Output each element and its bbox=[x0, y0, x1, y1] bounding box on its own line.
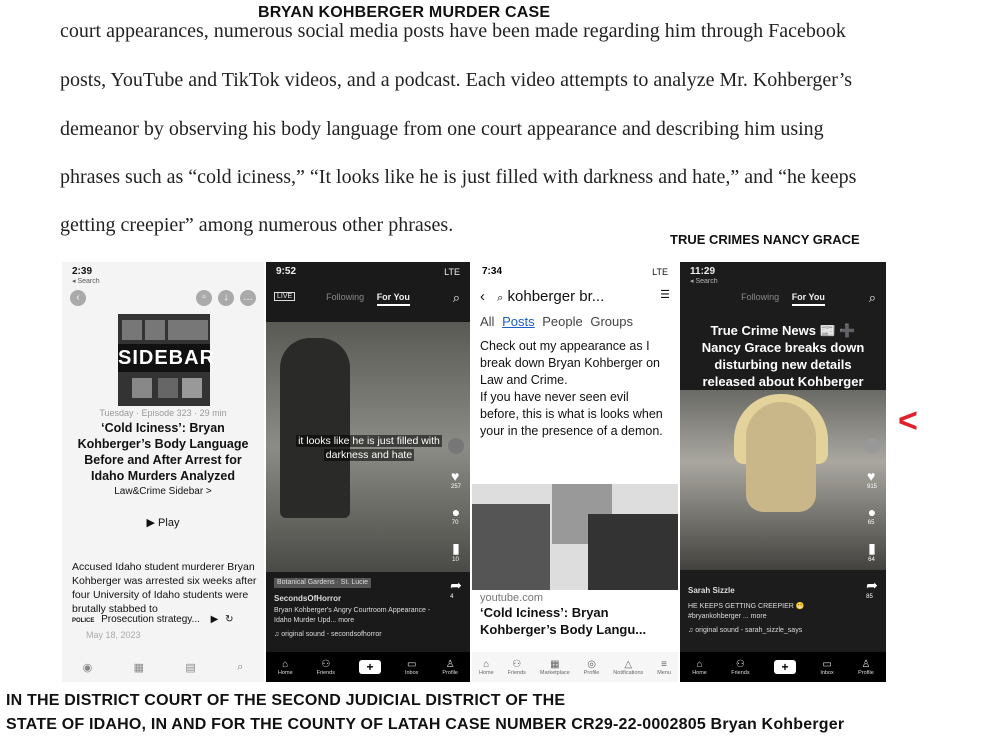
play-icon[interactable]: ▶ bbox=[210, 614, 219, 625]
marketplace-icon: ▦ bbox=[550, 658, 560, 670]
show-link[interactable]: Law&Crime Sidebar > bbox=[114, 486, 212, 497]
search-input[interactable]: kohberger br... bbox=[507, 288, 605, 305]
search-icon: ⌕ bbox=[497, 292, 504, 304]
library-nav-icon[interactable]: ▤ bbox=[185, 661, 196, 674]
nav-label: Inbox bbox=[404, 669, 419, 676]
search-nav-icon[interactable]: ⌕ bbox=[237, 660, 244, 673]
nav-label: Inbox bbox=[820, 669, 834, 676]
nav-home[interactable] bbox=[278, 659, 293, 676]
search-icon[interactable]: ⌕ bbox=[868, 290, 876, 305]
share-count: 4 bbox=[450, 594, 454, 600]
episode-date: May 18, 2023 bbox=[86, 630, 141, 640]
post-paragraph: Check out my appearance as I break down Bryan Kohberger on Law and Crime. bbox=[480, 339, 660, 387]
live-button[interactable]: LIVE bbox=[274, 292, 295, 301]
bookmark-icon[interactable]: ▮ 10 bbox=[452, 540, 460, 563]
video-author[interactable]: Sarah Sizzle bbox=[688, 586, 735, 595]
profile-icon: ♙ bbox=[861, 658, 871, 670]
video-subject bbox=[280, 338, 350, 518]
menu-icon: ≡ bbox=[661, 658, 667, 670]
nav-label: Home bbox=[692, 669, 707, 676]
action-rail bbox=[448, 438, 464, 600]
episode-meta: Tuesday · Episode 323 · 29 min bbox=[99, 408, 227, 418]
status-time: 11:29 bbox=[690, 266, 716, 277]
save-count: 64 bbox=[868, 557, 875, 563]
avatar[interactable] bbox=[864, 438, 880, 454]
home-icon: ⌂ bbox=[282, 658, 289, 670]
network-status: LTE bbox=[444, 267, 460, 277]
comment-count: 65 bbox=[867, 520, 875, 526]
nav-label: Menu bbox=[657, 669, 671, 676]
status-time: 9:52 bbox=[276, 266, 297, 277]
nav-inbox[interactable] bbox=[405, 659, 418, 676]
nav-label: Profile bbox=[583, 669, 600, 676]
nav-label: Profile bbox=[442, 669, 458, 676]
share-icon[interactable]: ➦ 85 bbox=[866, 577, 878, 600]
court-caption-line-2: STATE OF IDAHO, IN AND FOR THE COUNTY OF LATAH CASE NUMBER CR29-22-0002805 Bryan Kohberger bbox=[6, 716, 845, 733]
listen-now-icon[interactable]: ◉ bbox=[82, 661, 93, 674]
create-button[interactable]: + bbox=[359, 660, 381, 674]
status-time: 7:34 bbox=[482, 266, 503, 277]
tiktok-screenshot-2 bbox=[680, 262, 886, 682]
nav-label: Home bbox=[478, 669, 494, 676]
podcast-header bbox=[62, 288, 264, 310]
tab-groups[interactable]: Groups bbox=[590, 314, 633, 329]
bell-icon: △ bbox=[624, 658, 633, 670]
video-description: Bryan Kohberger's Angry Courtroom Appearance - Idaho Murder Upd... more bbox=[274, 607, 431, 624]
tab-following[interactable]: Following bbox=[326, 292, 365, 302]
share-count: 85 bbox=[866, 594, 873, 600]
document-line: court appearances, numerous social media posts have been made regarding him through Facebook bbox=[60, 20, 846, 42]
document-line: demeanor by observing his body language from one court appearance and describing him using bbox=[60, 118, 824, 140]
document-line: getting creepier” among numerous other phrases. bbox=[60, 214, 454, 236]
back-to-search[interactable]: ◂ Search bbox=[690, 278, 718, 285]
feed-tabs bbox=[266, 292, 470, 302]
status-time: 2:39 bbox=[72, 266, 93, 277]
download-icon[interactable]: ↓ bbox=[218, 290, 234, 306]
video-description: HE KEEPS GETTING CREEPIER 😬 #bryankohberger ... more bbox=[688, 603, 805, 620]
episode-title: ‘Cold Iciness’: Bryan Kohberger’s Body Language Before and After Arrest for Idaho Murders Analyzed bbox=[77, 421, 249, 483]
home-icon: ⌂ bbox=[696, 658, 703, 670]
comment-count: 70 bbox=[451, 520, 459, 526]
post-image[interactable] bbox=[472, 484, 678, 590]
nav-friends[interactable] bbox=[731, 659, 749, 676]
podcast-screenshot bbox=[62, 262, 264, 682]
facebook-nav bbox=[472, 652, 678, 682]
tab-people[interactable]: People bbox=[542, 314, 583, 329]
filter-icon[interactable]: ☰ bbox=[660, 289, 670, 301]
back-to-search[interactable]: ◂ Search bbox=[72, 278, 100, 285]
nancy-grace-label: TRUE CRIMES NANCY GRACE bbox=[670, 232, 860, 247]
tab-for-you[interactable]: For You bbox=[792, 292, 825, 306]
nav-profile[interactable] bbox=[442, 659, 458, 676]
more-icon[interactable]: … bbox=[240, 290, 256, 306]
feed-tabs bbox=[680, 292, 886, 302]
nav-label: Profile bbox=[858, 669, 874, 676]
heart-icon[interactable]: ♥ 915 bbox=[866, 468, 877, 490]
heart-icon[interactable]: ♥ 257 bbox=[450, 468, 461, 490]
search-tabs bbox=[480, 314, 678, 329]
podcast-artwork bbox=[118, 314, 216, 406]
sound-label[interactable]: ♫ original sound - sarah_sizzle_says bbox=[688, 627, 803, 634]
red-arrow-marker: < bbox=[898, 402, 918, 440]
tab-all[interactable]: All bbox=[480, 314, 495, 329]
network-status: LTE bbox=[652, 267, 668, 277]
document-line: phrases such as “cold iciness,” “It looks like he is just filled with darkness and hate,” and “he keeps bbox=[60, 166, 857, 188]
caption-line-1: it looks like he is just filled with bbox=[298, 435, 440, 447]
tab-following[interactable]: Following bbox=[741, 292, 780, 302]
nav-profile[interactable] bbox=[858, 659, 874, 676]
like-count: 915 bbox=[866, 484, 877, 490]
save-count: 10 bbox=[452, 557, 459, 563]
link-source: youtube.com bbox=[480, 592, 543, 604]
inbox-icon: ▭ bbox=[406, 658, 417, 670]
mini-player[interactable] bbox=[72, 614, 258, 625]
nav-notifications[interactable] bbox=[613, 659, 643, 676]
comment-icon[interactable]: ● 65 bbox=[867, 504, 877, 526]
friends-icon: ⚇ bbox=[512, 658, 522, 670]
nav-home[interactable] bbox=[692, 659, 707, 676]
sound-label[interactable]: ♫ original sound - secondsofhorror bbox=[274, 631, 382, 638]
profile-icon: ♙ bbox=[445, 658, 455, 670]
video-author[interactable]: SecondsOfHorror bbox=[274, 594, 342, 603]
nav-friends[interactable] bbox=[508, 659, 526, 676]
mini-player-title: Prosecution strategy... bbox=[101, 614, 200, 625]
page-title: BRYAN KOHBERGER MURDER CASE bbox=[258, 4, 551, 21]
back-icon[interactable]: ‹ bbox=[70, 290, 86, 306]
caption-line-2: darkness and hate bbox=[325, 449, 413, 461]
court-caption-line-1: IN THE DISTRICT COURT OF THE SECOND JUDICIAL DISTRICT OF THE bbox=[6, 692, 566, 709]
post-paragraph: If you have never seen evil before, this is what is looks when your in the presence of a demon. bbox=[480, 390, 663, 438]
library-icon[interactable]: ▫ bbox=[196, 290, 212, 306]
podcast-art-title: SIDEBAR bbox=[118, 344, 210, 372]
nav-menu[interactable] bbox=[657, 659, 671, 676]
nav-label: Friends bbox=[316, 669, 335, 676]
skip-icon[interactable]: ↻ bbox=[225, 614, 234, 625]
friends-icon: ⚇ bbox=[321, 658, 331, 670]
post-text bbox=[480, 338, 666, 440]
nav-label: Notifications bbox=[613, 669, 644, 676]
home-icon: ⌂ bbox=[483, 658, 490, 670]
nav-friends[interactable] bbox=[317, 659, 335, 676]
nav-label: Friends bbox=[731, 669, 750, 676]
friends-icon: ⚇ bbox=[735, 658, 745, 670]
tiktok-nav bbox=[266, 652, 470, 682]
link-title[interactable]: ‘Cold Iciness’: Bryan Kohberger’s Body Langu... bbox=[480, 605, 647, 637]
profile-icon: ◎ bbox=[587, 658, 596, 670]
search-icon[interactable]: ⌕ bbox=[452, 290, 460, 305]
action-rail bbox=[864, 438, 880, 600]
play-button[interactable]: ▶ Play bbox=[146, 517, 180, 529]
video-caption bbox=[284, 434, 454, 462]
nav-profile[interactable] bbox=[584, 659, 600, 676]
bookmark-icon[interactable]: ▮ 64 bbox=[868, 540, 876, 563]
tab-posts[interactable]: Posts bbox=[502, 314, 535, 329]
podcast-nav bbox=[62, 652, 264, 682]
tiktok-screenshot-1 bbox=[266, 262, 470, 682]
nav-marketplace[interactable] bbox=[540, 659, 570, 676]
video-headline: True Crime News 📰 ➕ Nancy Grace breaks down disturbing new details released about Kohberger bbox=[701, 323, 865, 389]
search-bar[interactable] bbox=[480, 288, 670, 305]
nav-label: Home bbox=[277, 669, 293, 676]
nav-label: Friends bbox=[507, 669, 526, 676]
episode-description: Accused Idaho student murderer Bryan Kohberger was arrested six weeks after four University of Idaho students were brutally stabbed to bbox=[72, 561, 257, 615]
avatar[interactable] bbox=[448, 438, 464, 454]
video-subject bbox=[746, 402, 816, 512]
nav-home[interactable] bbox=[479, 659, 494, 676]
facebook-screenshot bbox=[472, 262, 678, 682]
nav-inbox[interactable] bbox=[820, 659, 833, 676]
create-button[interactable]: + bbox=[774, 660, 796, 674]
share-icon[interactable]: ➦ 4 bbox=[450, 577, 462, 600]
mini-player-logo: POLICE bbox=[72, 618, 95, 624]
nav-label: Marketplace bbox=[539, 669, 570, 676]
browse-icon[interactable]: ▦ bbox=[133, 661, 145, 674]
comment-icon[interactable]: ● 70 bbox=[451, 504, 461, 526]
document-line: posts, YouTube and TikTok videos, and a podcast. Each video attempts to analyze Mr. Kohberger’s bbox=[60, 69, 853, 91]
like-count: 257 bbox=[450, 484, 461, 490]
tiktok-nav bbox=[680, 652, 886, 682]
tab-for-you[interactable]: For You bbox=[377, 292, 410, 306]
inbox-icon: ▭ bbox=[822, 658, 832, 670]
location-tag[interactable]: Botanical Gardens · St. Lucie bbox=[274, 578, 371, 588]
back-icon[interactable]: ‹ bbox=[480, 288, 485, 305]
